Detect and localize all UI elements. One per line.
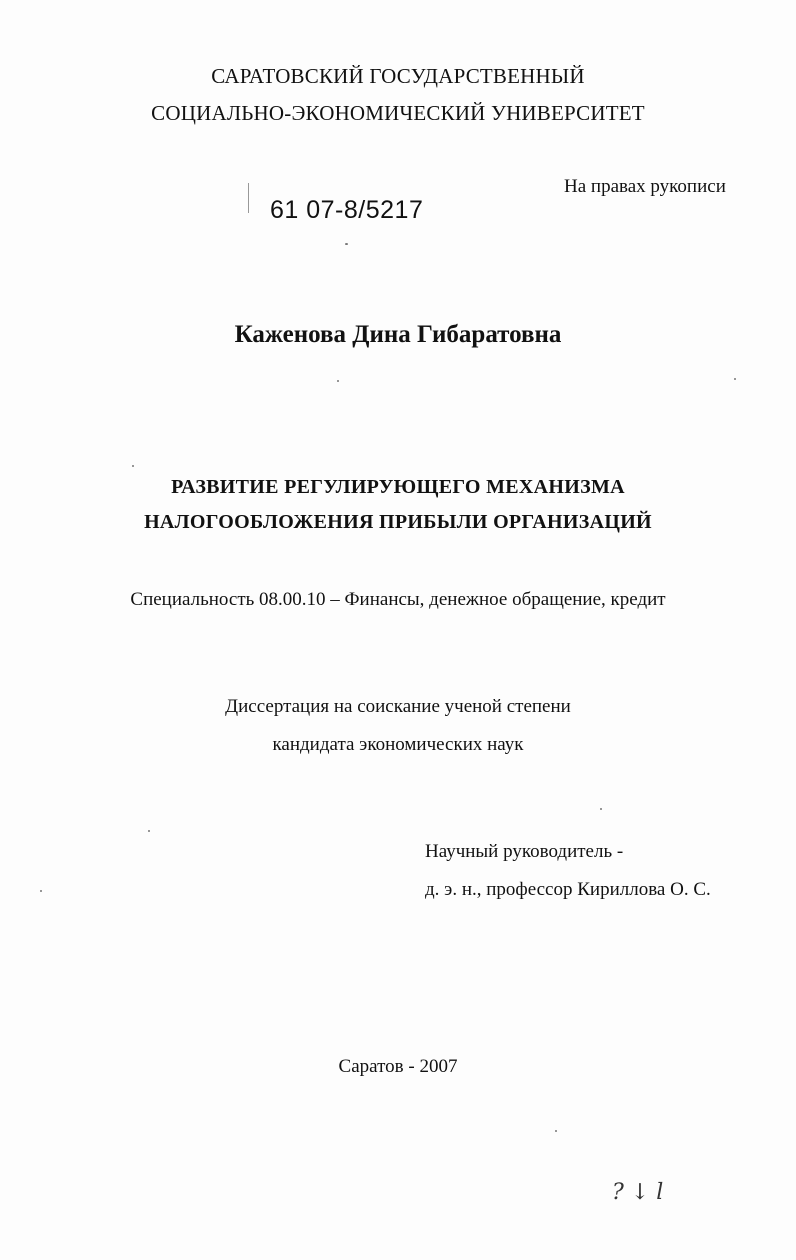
supervisor-label: Научный руководитель - — [425, 841, 624, 862]
degree-line-2: кандидата экономических наук — [272, 734, 524, 755]
scan-speck — [555, 1130, 557, 1132]
scan-speck — [600, 808, 602, 810]
scan-artifact — [248, 183, 249, 213]
scan-speck — [345, 243, 348, 245]
city-year: Саратов - 2007 — [338, 1056, 458, 1077]
scan-speck — [734, 378, 736, 380]
supervisor-name: д. э. н., профессор Кириллова О. С. — [425, 879, 711, 900]
dissertation-title-line-1: РАЗВИТИЕ РЕГУЛИРУЮЩЕГО МЕХАНИЗМА — [171, 476, 625, 498]
handwritten-mark: ? ↓ l — [612, 1180, 664, 1205]
scan-speck — [132, 465, 134, 467]
university-name-line-2: СОЦИАЛЬНО-ЭКОНОМИЧЕСКИЙ УНИВЕРСИТЕТ — [151, 101, 645, 125]
scan-speck — [337, 380, 339, 382]
catalog-number-stamp: 61 07-8/5217 — [270, 196, 424, 224]
rights-note: На правах рукописи — [564, 176, 726, 197]
scan-speck — [148, 830, 150, 832]
dissertation-title-line-2: НАЛОГООБЛОЖЕНИЯ ПРИБЫЛИ ОРГАНИЗАЦИЙ — [144, 511, 652, 533]
university-name-line-1: САРАТОВСКИЙ ГОСУДАРСТВЕННЫЙ — [211, 64, 585, 88]
author-name: Каженова Дина Гибаратовна — [234, 321, 562, 348]
degree-line-1: Диссертация на соискание ученой степени — [225, 696, 571, 717]
scan-speck — [40, 890, 42, 892]
specialty-line: Специальность 08.00.10 – Финансы, денежное обращение, кредит — [130, 589, 666, 610]
